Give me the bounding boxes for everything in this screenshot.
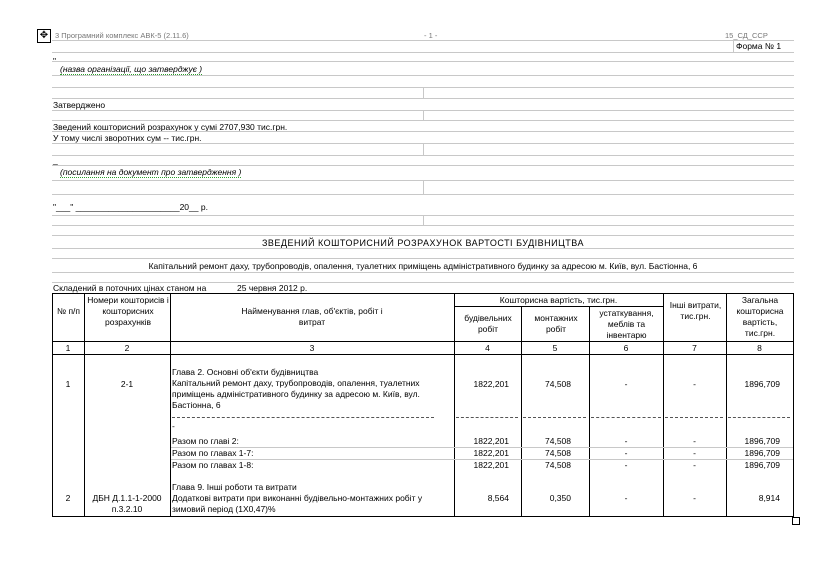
col-header-no: № п/п (56, 306, 81, 316)
move-handle-icon[interactable]: ✥ (37, 29, 51, 43)
col-header-calc-no: Номери кошторисів і кошторисних розрахунків (87, 295, 169, 327)
chapter-9-heading: Глава 9. Інші роботи та витрати (172, 482, 297, 492)
row-installation: 0,350 (549, 493, 571, 503)
subtotal-label: Разом по главах 1-8: (172, 460, 254, 470)
form-number: Форма № 1 (736, 41, 782, 51)
col-number-5: 5 (552, 343, 558, 353)
subtotal-construction: 1822,201 (473, 436, 509, 446)
col-number-1: 1 (65, 343, 71, 353)
subtotal-other: - (693, 460, 696, 470)
page-header-left: 3 Програмний комплекс АВК-5 (2.11.6) (55, 31, 189, 40)
row-calc-no: 2-1 (120, 379, 134, 389)
row-other: - (693, 493, 696, 503)
prices-date: 25 червня 2012 р. (237, 283, 308, 293)
col-header-other: Інші витрати, тис.грн. (669, 300, 722, 321)
col-number-2: 2 (124, 343, 130, 353)
document-subtitle: Капітальний ремонт даху, трубопроводів, опалення, туалетних приміщень адміністративного будинку за адресою м. Київ, вул. Бастіонна, 6 (148, 261, 698, 271)
row-calc-no: ДБН Д.1.1-1-2000 п.3.2.10 (92, 493, 162, 514)
col-header-equipment: устаткування, меблів та інвентарю (599, 308, 654, 340)
subtotal-equipment: - (624, 460, 628, 470)
page-header-center: - 1 - (424, 31, 438, 40)
approval-doc-caption: (посилання на документ про затвердження ) (60, 167, 242, 177)
resize-handle-icon[interactable] (792, 517, 800, 525)
row-installation: 74,508 (545, 379, 571, 389)
subtotal-label: Разом по главі 2: (172, 436, 239, 446)
org-caption: (назва організації, що затверджує ) (60, 64, 203, 74)
col-number-8: 8 (757, 343, 762, 353)
col-number-3: 3 (309, 343, 315, 353)
subtotal-installation: 74,508 (545, 448, 571, 458)
col-header-installation: монтажних робіт (534, 313, 578, 334)
org-quote: " (53, 56, 57, 66)
approved-label: Затверджено (53, 100, 106, 110)
row-total: 1896,709 (744, 379, 780, 389)
subtotal-construction: 1822,201 (473, 448, 509, 458)
row-construction: 1822,201 (473, 379, 509, 389)
subtotal-installation: 74,508 (545, 436, 571, 446)
col-number-6: 6 (623, 343, 629, 353)
dash-mark: - (172, 421, 175, 431)
col-number-4: 4 (485, 343, 490, 353)
subtotal-total: 1896,709 (744, 436, 780, 446)
row-name: Капітальний ремонт даху, трубопроводів, опалення, туалетних приміщень адміністративного будинку за адресою м. Київ, вул. Бастіонна, 6 (172, 378, 420, 410)
col-header-name: Найменування глав, об'єктів, робіт і витрат (241, 306, 383, 327)
subtotal-equipment: - (624, 436, 628, 446)
col-header-cost-group: Кошторисна вартість, тис.грн. (499, 295, 618, 305)
subtotal-total: 1896,709 (744, 460, 780, 470)
prices-label: Складений в поточних цінах станом на (53, 283, 207, 293)
subtotal-equipment: - (624, 448, 628, 458)
row-no: 2 (65, 493, 71, 503)
total-estimate: Зведений кошторисний розрахунок у сумі 2707,930 тис.грн. (53, 122, 288, 132)
row-total: 8,914 (758, 493, 780, 503)
date-line: "___" ______________________20__ р. (53, 202, 208, 212)
subtotal-label: Разом по главах 1-7: (172, 448, 254, 458)
approval-doc-blank: _ (53, 155, 58, 165)
row-other: - (693, 379, 696, 389)
subtotal-total: 1896,709 (744, 448, 780, 458)
row-name: Додаткові витрати при виконанні будівельно-монтажних робіт у зимовий період (1Х0,47)% (172, 493, 423, 514)
subtotal-other: - (693, 436, 696, 446)
subtotal-other: - (693, 448, 696, 458)
row-no: 1 (65, 379, 71, 389)
chapter-2-heading: Глава 2. Основні об'єкти будівництва (172, 367, 319, 377)
document-title: ЗВЕДЕНИЙ КОШТОРИСНИЙ РОЗРАХУНОК ВАРТОСТІ БУДІВНИЦТВА (261, 238, 585, 248)
col-header-total: Загальна кошторисна вартість, тис.грн. (736, 295, 784, 338)
subtotal-construction: 1822,201 (473, 460, 509, 470)
row-equipment: - (624, 493, 628, 503)
subtotal-installation: 74,508 (545, 460, 571, 470)
col-number-7: 7 (692, 343, 697, 353)
row-equipment: - (624, 379, 628, 389)
page-header-right: 15_СД_ССР (725, 31, 768, 40)
row-construction: 8,564 (487, 493, 509, 503)
returnable-sums: У тому числі зворотних сум -- тис.грн. (53, 133, 202, 143)
col-header-construction: будівельних робіт (464, 313, 512, 334)
